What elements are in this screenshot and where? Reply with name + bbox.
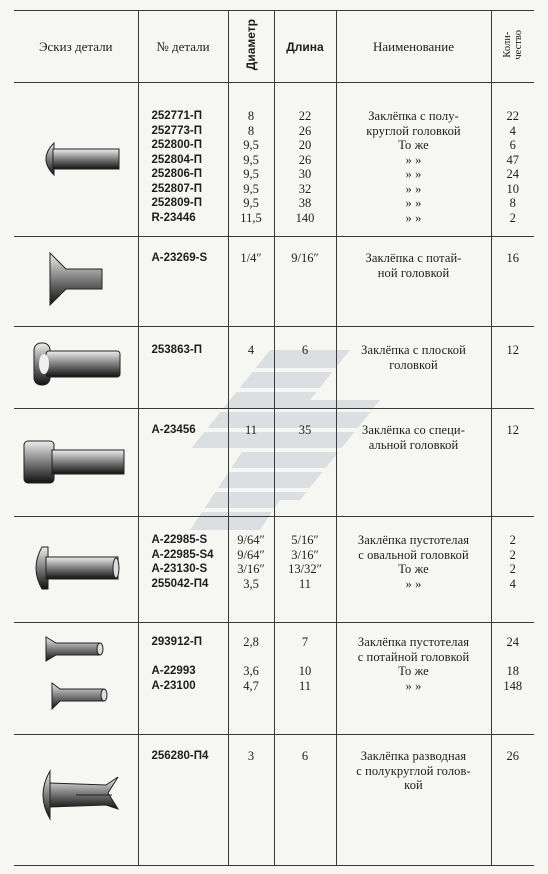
name-line: ной головкой	[377, 265, 450, 280]
length-line: 6	[301, 749, 309, 763]
quantity-line: 2	[509, 210, 516, 225]
quantity-line: 18	[506, 664, 519, 678]
length-line: 11	[298, 576, 312, 591]
quantity-cell	[491, 83, 534, 237]
name-cell	[336, 83, 491, 237]
part-number-line: 252800-П	[151, 139, 202, 151]
part-number-line: А-23456	[151, 424, 196, 436]
length-cell	[274, 409, 336, 517]
quantity-line: 4	[509, 576, 516, 591]
part-number-line: 253863-П	[151, 344, 202, 356]
diameter-line: 2,8	[243, 635, 259, 649]
diameter-line: 8	[247, 109, 255, 123]
table-row	[14, 409, 534, 517]
diameter-line: 9/64″	[237, 533, 265, 547]
part-number-cell	[138, 623, 228, 735]
quantity-line: 47	[506, 152, 519, 167]
name-line: с потайной головкой	[357, 649, 470, 664]
part-number-cell	[138, 327, 228, 409]
quantity-cell	[491, 237, 534, 327]
rivet-round-head-icon	[36, 139, 126, 179]
diameter-line: 3/16″	[237, 562, 265, 576]
part-number-line: 252807-П	[151, 182, 202, 195]
diameter-cell	[228, 83, 274, 237]
quantity-line: 24	[506, 635, 519, 649]
quantity-line: 2	[509, 562, 516, 576]
part-number-line: А-22985-S	[151, 534, 208, 546]
sketch-cell	[14, 735, 138, 866]
rivet-flat-head-icon	[32, 341, 124, 387]
header-length: Длина	[274, 11, 336, 83]
quantity-line: 2	[509, 533, 516, 547]
length-line: 13/32″	[288, 562, 322, 576]
diameter-line: 1/4″	[240, 251, 262, 265]
name-line: альной головкой	[368, 437, 459, 452]
diameter-line: 8	[247, 123, 255, 138]
quantity-line: 12	[506, 423, 519, 437]
table-header-row	[14, 11, 534, 83]
length-line: 20	[298, 138, 312, 152]
name-cell	[336, 327, 491, 409]
length-line: 10	[298, 664, 312, 678]
quantity-line: 10	[506, 181, 519, 196]
length-cell	[274, 623, 336, 735]
diameter-line: 9/64″	[237, 547, 265, 562]
name-line: » »	[405, 576, 422, 591]
name-line: Заклёпка со специ-	[362, 423, 465, 437]
diameter-line: 9,5	[243, 138, 259, 152]
sketch-cell	[14, 237, 138, 327]
diameter-line: 4	[247, 343, 255, 357]
length-line: 6	[301, 343, 309, 357]
part-number-cell	[138, 517, 228, 623]
table-row	[14, 83, 534, 237]
quantity-cell	[491, 327, 534, 409]
diameter-cell	[228, 735, 274, 866]
name-line: » »	[405, 181, 422, 196]
part-number-line: 252809-П	[151, 197, 202, 209]
part-number-line: А-23130-S	[151, 563, 208, 575]
part-number-line: R-23446	[151, 211, 196, 224]
quantity-cell	[491, 409, 534, 517]
quantity-line: 8	[509, 196, 516, 210]
part-number-cell	[138, 237, 228, 327]
length-line: 11	[298, 678, 312, 693]
name-line: Заклёпка с полу-	[368, 109, 459, 123]
diameter-line: 9,5	[243, 167, 259, 181]
length-line: 140	[295, 210, 315, 225]
header-diameter-label: Диаметр	[244, 18, 258, 71]
sketch-cell	[14, 517, 138, 623]
name-line: Заклёпка пустотелая	[357, 635, 470, 649]
name-line: головкой	[389, 357, 438, 372]
diameter-line: 4,7	[243, 678, 259, 693]
part-number-line: А-23100	[151, 679, 196, 692]
quantity-line	[492, 650, 535, 665]
header-name: Наименование	[336, 11, 491, 83]
length-line: 5/16″	[291, 533, 319, 547]
header-qty	[491, 11, 534, 83]
quantity-line: 26	[506, 749, 519, 763]
name-line: » »	[405, 196, 422, 210]
length-cell	[274, 237, 336, 327]
part-number-line: 252806-П	[151, 168, 202, 180]
name-line: с полукруглой голов-	[356, 763, 471, 778]
table-row	[14, 623, 534, 735]
length-cell	[274, 83, 336, 237]
name-cell	[336, 623, 491, 735]
quantity-line: 22	[506, 109, 519, 123]
part-number-line	[139, 650, 228, 665]
quantity-cell	[491, 735, 534, 866]
name-cell	[336, 735, 491, 866]
name-cell	[336, 517, 491, 623]
diameter-line	[229, 650, 274, 665]
diameter-line: 3	[247, 749, 255, 763]
length-cell	[274, 517, 336, 623]
table-row	[14, 237, 534, 327]
quantity-line: 24	[506, 167, 519, 181]
name-cell	[336, 409, 491, 517]
rivet-special-oval-head-icon	[22, 439, 126, 485]
name-line: Заклёпка разводная	[360, 749, 467, 763]
part-number-cell	[138, 409, 228, 517]
part-number-line: 256280-П4	[151, 750, 209, 762]
diameter-line: 9,5	[243, 152, 259, 167]
part-number-cell	[138, 735, 228, 866]
quantity-line: 6	[509, 138, 516, 152]
rivet-hollow-countersunk-head-icon	[44, 629, 110, 719]
name-line: То же	[398, 562, 429, 576]
part-number-line: 293912-П	[151, 636, 202, 648]
rivet-spec-table	[14, 10, 534, 866]
name-line: Заклёпка с потай-	[365, 251, 462, 265]
name-line: » »	[405, 210, 422, 225]
name-line: » »	[405, 167, 422, 181]
diameter-cell	[228, 409, 274, 517]
length-line: 3/16″	[291, 547, 319, 562]
header-diameter	[228, 11, 274, 83]
length-line: 35	[298, 423, 312, 437]
diameter-cell	[228, 237, 274, 327]
rivet-countersunk-head-icon	[46, 251, 106, 307]
name-line: То же	[398, 664, 429, 678]
length-line: 38	[298, 196, 312, 210]
length-line: 9/16″	[291, 251, 319, 265]
part-number-cell	[138, 83, 228, 237]
diameter-line: 9,5	[243, 181, 259, 196]
header-part-no: № детали	[138, 11, 228, 83]
length-line	[275, 650, 336, 665]
part-number-line: А-22993	[151, 665, 196, 677]
length-line: 26	[298, 123, 312, 138]
part-number-line: А-22985-S4	[151, 548, 214, 561]
part-number-line: 252804-П	[151, 153, 202, 166]
quantity-cell	[491, 517, 534, 623]
part-number-line: 252773-П	[151, 124, 202, 137]
name-line: с овальной головкой	[358, 547, 469, 562]
rivet-split-round-head-icon	[36, 765, 122, 825]
diameter-line: 3,5	[243, 576, 259, 591]
quantity-cell	[491, 623, 534, 735]
diameter-cell	[228, 517, 274, 623]
quantity-line: 12	[506, 343, 519, 357]
name-line: кой	[404, 778, 423, 792]
length-cell	[274, 735, 336, 866]
length-line: 22	[298, 109, 312, 123]
rivet-hollow-oval-head-icon	[30, 545, 122, 591]
name-line: круглой головкой	[366, 123, 461, 138]
diameter-cell	[228, 327, 274, 409]
diameter-line: 11,5	[240, 210, 262, 225]
length-cell	[274, 327, 336, 409]
length-line: 30	[298, 167, 312, 181]
length-line: 7	[301, 635, 309, 649]
header-sketch: Эскиз детали	[14, 11, 138, 83]
name-line: » »	[405, 678, 422, 693]
table-row	[14, 327, 534, 409]
name-line: То же	[398, 138, 429, 152]
name-line: Заклёпка с плоской	[361, 343, 466, 357]
diameter-line: 11	[244, 423, 258, 437]
quantity-line: 16	[506, 251, 519, 265]
quantity-line: 2	[509, 547, 516, 562]
header-qty-label: Коли- чество	[501, 29, 524, 60]
name-cell	[336, 237, 491, 327]
part-number-line: 255042-П4	[151, 577, 209, 590]
table-row	[14, 517, 534, 623]
quantity-line: 4	[509, 123, 516, 138]
sketch-cell	[14, 327, 138, 409]
table-row	[14, 735, 534, 866]
quantity-line: 148	[503, 678, 523, 693]
length-line: 32	[298, 181, 312, 196]
diameter-line: 9,5	[243, 196, 259, 210]
name-line: Заклёпка пустотелая	[357, 533, 470, 547]
name-line: » »	[405, 152, 422, 167]
diameter-cell	[228, 623, 274, 735]
diameter-line: 3,6	[243, 664, 259, 678]
sketch-cell	[14, 623, 138, 735]
part-number-line: А-23269-S	[151, 252, 208, 264]
sketch-cell	[14, 83, 138, 237]
length-line: 26	[298, 152, 312, 167]
sketch-cell	[14, 409, 138, 517]
part-number-line: 252771-П	[151, 110, 202, 122]
